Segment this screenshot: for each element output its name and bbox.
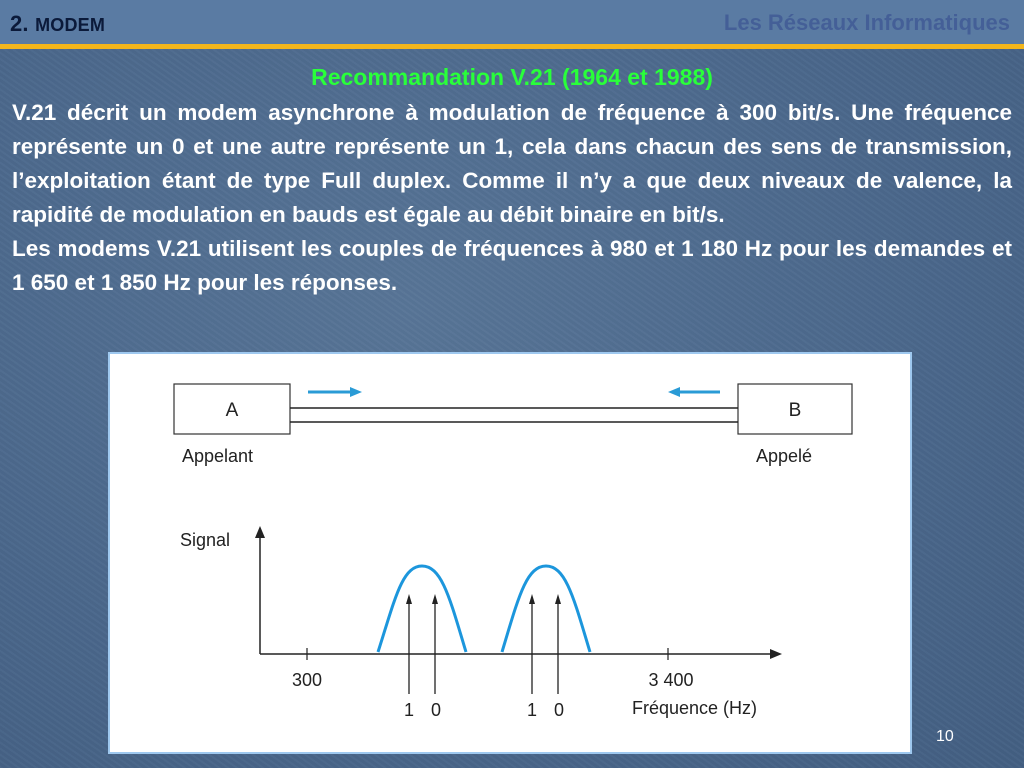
slide-subtitle: Recommandation V.21 (1964 et 1988) — [311, 64, 713, 90]
carrier-arrow-0 — [555, 594, 561, 694]
band1-label-1: 1 — [403, 700, 415, 720]
band2-label-1: 1 — [526, 700, 538, 720]
tick-label-high: 3 400 — [648, 670, 694, 690]
station-b-label: Appelé — [756, 446, 813, 466]
band2-label-0: 0 — [553, 700, 565, 720]
section-title — [10, 11, 105, 37]
arrow-left-icon — [668, 387, 720, 397]
body-text — [12, 96, 1012, 300]
carrier-arrow-1 — [406, 594, 412, 694]
tick-label-low: 300 — [291, 670, 323, 690]
page-number: 10 — [936, 728, 954, 745]
x-axis — [260, 649, 782, 659]
slide-header — [0, 0, 1024, 44]
section-name: MODEM — [35, 15, 106, 35]
paragraph: V.21 décrit un modem asynchrone à modulation de fréquence à 300 bit/s. Une fréquence représente un 0 et une autre représente un 1, cela dans chacun des sens de transmission, l’exploitation étant de type Full duplex. Comme il n’y a que deux niveaux de valence, la rapidité de modulation en bauds est égale au débit binaire en bit/s. — [12, 100, 1012, 227]
station-a-label: Appelant — [182, 446, 254, 466]
band-curve-2 — [502, 566, 590, 652]
x-axis-label: Fréquence (Hz) — [632, 698, 758, 718]
carrier-arrow-1 — [529, 594, 535, 694]
modem-diagram — [108, 352, 912, 754]
band1-label-0: 0 — [430, 700, 442, 720]
carrier-arrow-0 — [432, 594, 438, 694]
station-b-letter: B — [788, 400, 802, 421]
station-a-letter: A — [225, 400, 239, 421]
y-axis — [255, 526, 265, 654]
band-curve-1 — [378, 566, 466, 652]
header-divider — [0, 44, 1024, 49]
course-title: Les Réseaux Informatiques — [723, 10, 1010, 35]
section-number: 2. — [10, 11, 29, 36]
y-axis-label: Signal — [180, 530, 231, 550]
arrow-right-icon — [308, 387, 362, 397]
paragraph: Les modems V.21 utilisent les couples de fréquences à 980 et 1 180 Hz pour les demandes et 1 650 et 1 850 Hz pour les réponses. — [12, 236, 1012, 295]
